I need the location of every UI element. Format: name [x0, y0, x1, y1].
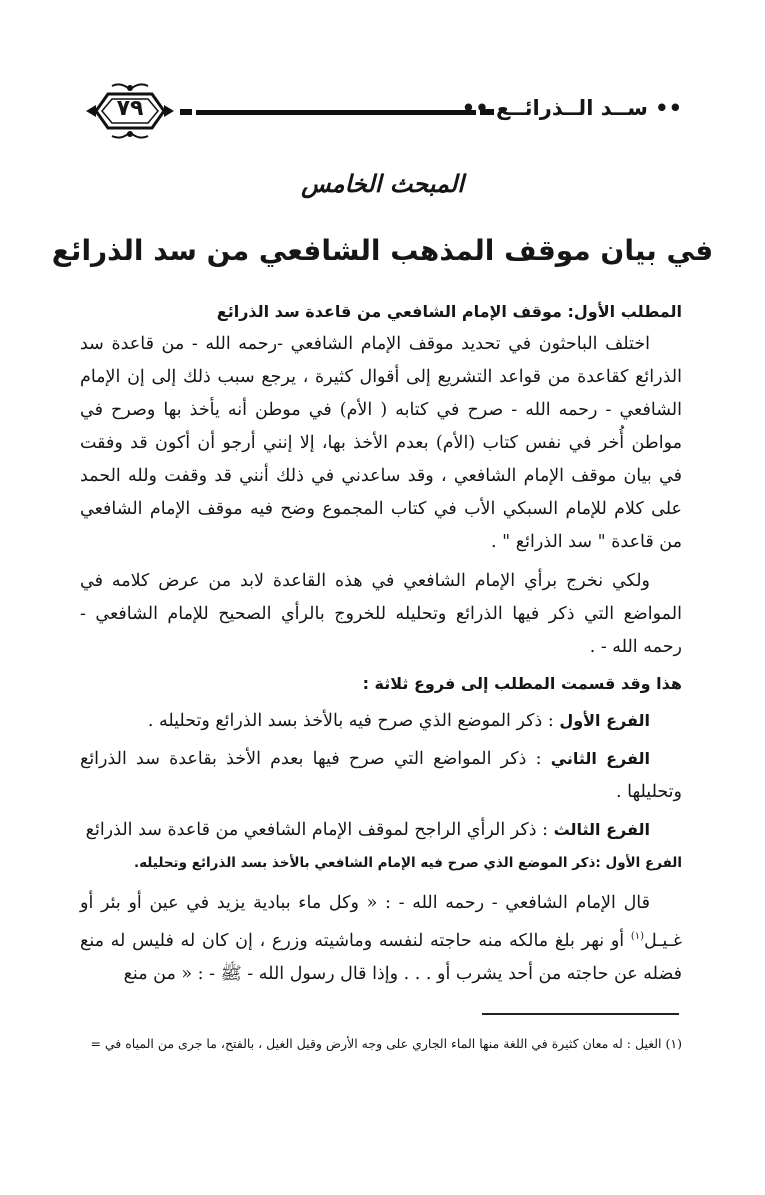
branch-one-heading: الفرع الأول :ذكر الموضع الذي صرح فيه الإمام الشافعي بالأخذ بسد الذرائع وتحليله.: [133, 855, 682, 871]
paragraph-3-start: قال الإمام الشافعي - رحمه الله - : « وكل ماء ببادية يزيد في عين أو بئر أو غـيـل: [80, 893, 682, 951]
branch-item-3: [80, 813, 682, 847]
branch-text-2-continuation: وتحليلها .: [615, 782, 682, 802]
branch-item-1: [80, 704, 682, 738]
paragraph-1: اختلف الباحثون في تحديد موقف الإمام الشافعي -رحمه الله - من قاعدة سد الذرائع كقاعدة من قواعد التشريع إلى أقوال كثيرة ، يرجع سبب ذلك إلى إن الإمام الشافعي - رحمه الله - صرح في كتابه ( الأم) في موطن أنه يأخذ بها وصرح في مواطن أُخر في نفس كتاب (الأم) بعدم الأخذ بها، إلا إنني أرجو أن أكون قد وفقت في بيان موقف الإمام الشافعي ، وقد ساعدني في ذلك أنني قد وقفت ولله الحمد على كلام للإمام السبكي الأب في كتاب المجموع وضح فيه موقف الإمام الشافعي من قاعدة " سد الذرائع " .: [80, 334, 682, 552]
branch-label-2: الفرع الثاني: [550, 749, 650, 768]
main-content: [80, 296, 682, 991]
division-intro: هذا وقد قسمت المطلب إلى فروع ثلاثة :: [362, 674, 682, 693]
footnote: (١) الغيل : له معان كثيرة في اللغة منها الماء الجاري على وجه الأرض وقيل الغيل ، بالفتح، ما جرى من المياه في =: [90, 1036, 682, 1051]
branch-item-2: [80, 742, 682, 809]
footnote-divider: [482, 1013, 679, 1015]
chapter-title: في بيان موقف المذهب الشافعي من سد الذرائع: [51, 234, 714, 267]
header-rule: [196, 110, 476, 115]
page-number: ٧٩: [116, 96, 144, 121]
branch-label-1: الفرع الأول: [559, 711, 650, 730]
header-rule-left: [180, 109, 192, 115]
branch-text-3: : ذكر الرأي الراجح لموقف الإمام الشافعي من قاعدة سد الذرائع: [85, 820, 548, 840]
section-title: المبحث الخامس: [301, 170, 464, 198]
paragraph-3: [80, 887, 682, 991]
footnote-ref: (١): [630, 931, 645, 942]
page-header: [82, 80, 682, 142]
running-title: •• ســد الــذرائــع ••: [461, 96, 682, 120]
page-number-ornament: [82, 80, 178, 142]
paragraph-2: ولكي نخرج برأي الإمام الشافعي في هذه القاعدة لابد من عرض كلامه في المواضع التي ذكر فيها الذرائع وتحليله للخروج بالرأي الصحيح للإمام الشافعي - رحمه الله - .: [80, 571, 682, 657]
paragraph-3-end: أو نهر بلغ مالكه منه حاجته لنفسه وماشيته وزرع ، إن كان له فليس له منع فضله عن حاجته من أحد يشرب أو . . . وإذا قال رسول الله - ﷺ - : « من منع: [80, 930, 682, 984]
branch-label-3: الفرع الثالث: [553, 820, 650, 839]
branch-text-2: : ذكر المواضع التي صرح فيها بعدم الأخذ بقاعدة سد الذرائع: [80, 749, 542, 769]
subsection-heading: المطلب الأول: موقف الإمام الشافعي من قاعدة سد الذرائع: [216, 302, 682, 321]
branch-text-1: : ذكر الموضع الذي صرح فيه بالأخذ بسد الذرائع وتحليله .: [147, 711, 554, 731]
